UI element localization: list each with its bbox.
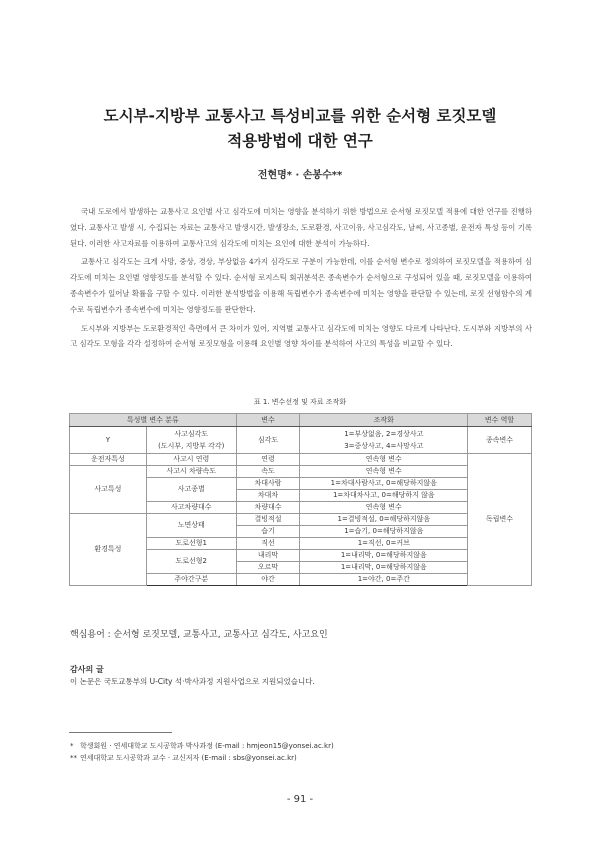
cell-variable: 습기: [236, 526, 300, 538]
table-header-row: [70, 414, 532, 427]
acknowledgement-body: 이 논문은 국토교통부의 U-City 석·박사과정 지원사업으로 지원되었습니다.: [70, 677, 315, 686]
footnote-1: [70, 741, 334, 751]
cell-coding: 1=결빙적설, 0=해당하지않음: [300, 514, 468, 526]
cell-coding: 1=습기, 0=해당하지않음: [300, 526, 468, 538]
cell-role-independent: 독립변수: [468, 454, 532, 586]
text: (도시부, 지방부 각각): [158, 442, 225, 450]
text: 1=부상없음, 2=경상사고: [344, 430, 424, 438]
variable-table: [69, 413, 532, 586]
text: 3=중상사고, 4=사망사고: [344, 442, 424, 450]
cell-variable: 심각도: [236, 427, 300, 454]
cell-variable: 차대사람: [236, 478, 300, 490]
cell-coding: 연속형 변수: [300, 466, 468, 478]
abstract-paragraph-2: 교통사고 심각도는 크게 사망, 중상, 경상, 부상없음 4가지 심각도로 구분이 가능한데, 이를 순서형 변수로 정의하여 로짓모델을 적용하여 심각도에 미치는 요인별 영향정도를 분석할 수 있다. 순서형 로지스틱 회귀분석은 종속변수가 순서형으로 구성되어 있을 때, 로짓모델을 이용하여 종속변수가 일어날 확률을 구할 수 있다. 이러한 분석방법을 이용해 독립변수가 종속변수에 미치는 영향을 판단할 수 있는데, 로짓 선형함수의 계수로 독립변수가 종속변수에 미치는 영향정도를 판단한다.: [70, 257, 532, 314]
header-variable: 변수: [236, 414, 300, 427]
cell-variable: 연령: [236, 454, 300, 466]
cell-category: 운전자특성: [70, 454, 147, 466]
keywords: 핵심용어 : 순서형 로짓모델, 교통사고, 교통사고 심각도, 사고요인: [70, 630, 328, 640]
cell-variable: 야간: [236, 574, 300, 586]
cell-subcategory: 도로선형2: [146, 550, 236, 574]
cell-category: Y: [70, 427, 147, 454]
page-number: - 91 -: [286, 794, 314, 805]
cell-subcategory: 도로선형1: [146, 538, 236, 550]
cell-coding: 1=직선, 0=커브: [300, 538, 468, 550]
abstract: [70, 204, 532, 355]
paper-title-line-2: 적용방법에 대한 연구: [227, 132, 373, 150]
cell-subcategory: 사고차량대수: [146, 502, 236, 514]
footnote-2: [70, 753, 297, 763]
header-category: 특성별 변수 분류: [70, 414, 237, 427]
cell-coding: 1=내리막, 0=해당하지않음: [300, 550, 468, 562]
cell-role-dependent: 종속변수: [468, 427, 532, 454]
cell-subcategory: 노면상태: [146, 514, 236, 538]
cell-variable: 내리막: [236, 550, 300, 562]
cell-subcategory: 사고시 연령: [146, 454, 236, 466]
cell-variable: 결빙적설: [236, 514, 300, 526]
footnote-mark: *: [70, 742, 74, 750]
cell-variable: 차량대수: [236, 502, 300, 514]
cell-coding: 1=차대사람사고, 0=해당하지않음: [300, 478, 468, 490]
authors: 전현명* · 손봉수**: [257, 170, 343, 181]
cell-coding: 1=차대차사고, 0=해당하지 않음: [300, 490, 468, 502]
cell-coding: 연속형 변수: [300, 454, 468, 466]
cell-coding: 1=야간, 0=주간: [300, 574, 468, 586]
cell-variable: 오르막: [236, 562, 300, 574]
cell-coding: 1=내리막, 0=해당하지않음: [300, 562, 468, 574]
cell-coding: 연속형 변수: [300, 502, 468, 514]
footnote-text: 연세대학교 도시공학과 교수 · 교신저자 (E-mail : sbs@yonsei.ac.kr): [80, 754, 297, 762]
cell-coding: [300, 427, 468, 454]
acknowledgement-title: 감사의 글: [70, 665, 104, 674]
abstract-paragraph-1: 국내 도로에서 발생하는 교통사고 요인별 사고 심각도에 미치는 영향을 분석하기 위한 방법으로 순서형 로짓모델 적용에 대한 연구를 진행하였다. 교통사고 발생 시, 수집되는 자료는 교통사고 발생시간, 발생장소, 도로환경, 사고이유, 사고심각도, 날씨, 사고종별, 운전자 특성 등이 기록된다. 이러한 사고자료를 이용하여 교통사고의 심각도에 미치는 요인에 대한 분석이 가능하다.: [70, 207, 532, 248]
abstract-paragraph-3: 도시부와 지방부는 도로환경적인 측면에서 큰 차이가 있어, 지역별 교통사고 심각도에 미치는 영향도 다르게 나타난다. 도시부와 지방부의 사고 심각도 모형을 각각 설정하여 순서형 로짓모형을 이용해 요인별 영향 차이를 분석하여 사고의 특성을 비교할 수 있다.: [70, 323, 532, 349]
table-caption: 표 1. 변수선정 및 자료 조작화: [253, 398, 347, 406]
cell-variable: 속도: [236, 466, 300, 478]
table-row: [70, 454, 532, 466]
cell-variable: 직선: [236, 538, 300, 550]
header-coding: 조작화: [300, 414, 468, 427]
table-row: [70, 466, 532, 478]
cell-subcategory: 주야간구분: [146, 574, 236, 586]
footnote-text: 학생회원 · 연세대학교 도시공학과 박사과정 (E-mail : hmjeon15@yonsei.ac.kr): [80, 742, 334, 750]
footnote-mark: **: [70, 754, 77, 762]
cell-variable: 차대차: [236, 490, 300, 502]
table-row: [70, 514, 532, 526]
cell-subcategory: 사고종별: [146, 478, 236, 502]
table-row: [70, 427, 532, 454]
text: 사고심각도: [174, 430, 209, 438]
cell-subcategory: [146, 427, 236, 454]
cell-category: 환경특성: [70, 514, 147, 586]
cell-subcategory: 사고시 차량속도: [146, 466, 236, 478]
cell-category: 사고특성: [70, 466, 147, 514]
footnote-divider: [69, 732, 172, 733]
header-role: 변수 역할: [468, 414, 532, 427]
paper-title-line-1: 도시부-지방부 교통사고 특성비교를 위한 순서형 로짓모델: [103, 107, 497, 125]
